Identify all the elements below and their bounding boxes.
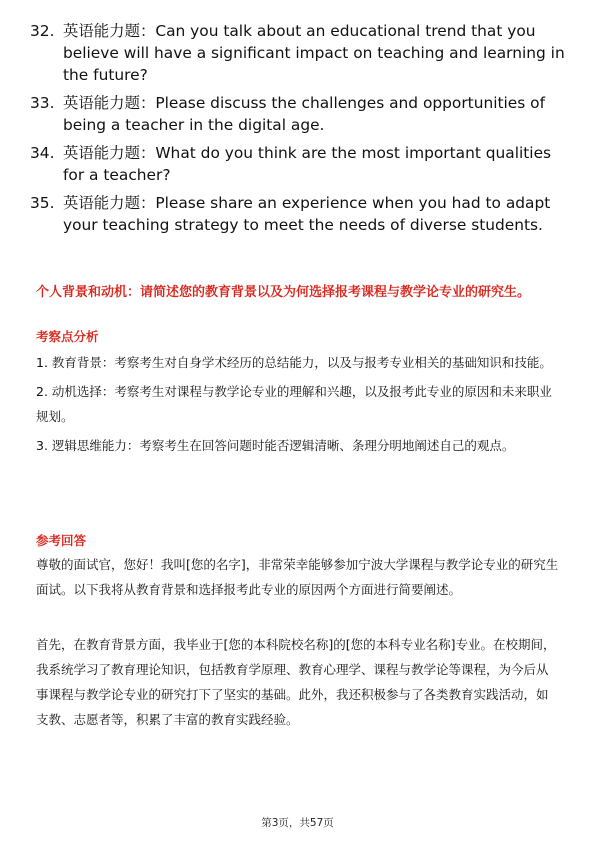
question-item [30,92,570,136]
question-text: 英语能力题：Please discuss the challenges and opportunities of being a teacher in the digital age. [63,94,546,134]
answer-heading: 参考回答 [36,533,87,548]
question-number: 34. [30,144,55,162]
analysis-item: 1. 教育背景：考察考生对自身学术经历的总结能力，以及与报考专业相关的基础知识和技能。 [36,355,552,370]
question-text: 英语能力题：Please share an experience when you had to adapt your teaching strategy to meet the needs of diverse students. [63,194,551,234]
question-number: 35. [30,194,55,212]
analysis-item: 2. 动机选择：考察考生对课程与教学论专业的理解和兴趣，以及报考此专业的原因和未来职业规划。 [36,384,552,424]
question-number: 32. [30,22,55,40]
question-item [30,192,570,236]
section-title-block [36,282,560,303]
analysis-section [36,328,560,458]
question-text: 英语能力题：What do you think are the most important qualities for a teacher? [63,144,552,184]
analysis-item: 3. 逻辑思维能力：考察考生在回答问题时能否逻辑清晰、条理分明地阐述自己的观点。 [36,438,515,453]
question-list [30,20,570,242]
section-title: 个人背景和动机：请简述您的教育背景以及为何选择报考课程与教学论专业的研究生。 [36,285,531,300]
answer-section [36,532,560,732]
question-item [30,20,570,86]
answer-paragraph: 尊敬的面试官，您好！我叫[您的名字]，非常荣幸能够参加宁波大学课程与教学论专业的研究生面试。以下我将从教育背景和选择报考此专业的原因两个方面进行简要阐述。 [36,557,559,597]
page-footer: 第3页，共57页 [261,817,334,829]
analysis-heading: 考察点分析 [36,329,99,344]
answer-paragraph: 首先，在教育背景方面，我毕业于[您的本科院校名称]的[您的本科专业名称]专业。在校期间，我系统学习了教育理论知识，包括教育学原理、教育心理学、课程与教学论等课程，为今后从事课程与教学论专业的研究打下了坚实的基础。此外，我还积极参与了各类教育实践活动，如支教、志愿者等，积累了丰富的教育实践经验。 [36,637,556,727]
question-number: 33. [30,94,55,112]
question-text: 英语能力题：Can you talk about an educational trend that you believe will have a significant impact on teaching and learning in the future? [63,22,565,84]
question-item [30,142,570,186]
